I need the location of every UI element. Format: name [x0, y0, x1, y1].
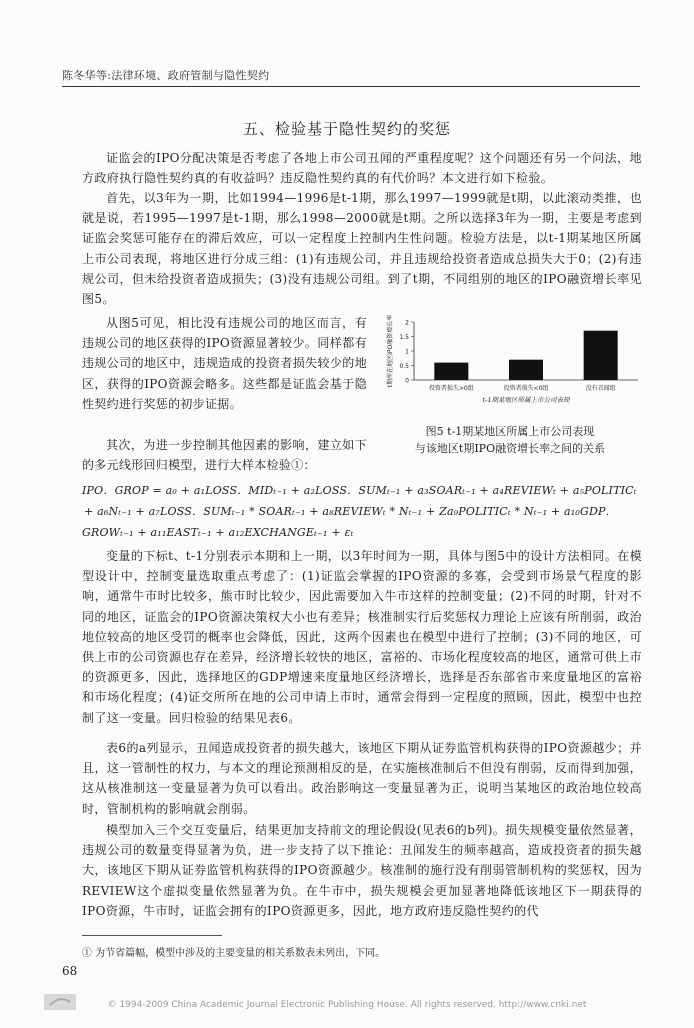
- header-rule: [62, 86, 640, 87]
- page-number: 68: [62, 964, 78, 978]
- formula-line-2: + a₆Nₜ₋₁ + a₇LOSS．SUMₜ₋₁ * SOARₜ₋₁ + a₈REVIEWₜ * Nₜ₋₁ + Za₉POLITICₜ * Nₜ₋₁ + a₁₀GDP．: [84, 505, 617, 518]
- section-title: 五、检验基于隐性契约的奖惩: [242, 120, 451, 138]
- x-tick-label: 投资者损失<0组: [503, 385, 549, 392]
- x-axis-label: t-1期某地区所属上市公司表现: [482, 396, 570, 404]
- bar-3: [584, 331, 618, 380]
- paragraph-7: 模型加入三个交互变量后，结果更加支持前文的理论假设(见表6的b列)。损失规模变量依然显著，违规公司的数量变得显著为负，进一步支持了以下推论：丑闻发生的频率越高，造成投资者的损失越大，该地区下期从证券监管机构获得的IPO资源越少。核准制的施行没有削弱管制机构的奖惩权，因为REVIEW这个虚拟变量依然显著为负。在牛市中，损失规模会更加显著地降低该地区下一期获得的IPO资源，牛市时，证监会拥有的IPO资源更多，因此，地方政府违反隐性契约的代: [82, 823, 642, 918]
- y-axis-label: t期所在地区IPO融资增长率: [387, 314, 394, 388]
- paragraph-3: 从图5可见，相比没有违规公司的地区而言，有违规公司的地区获得的IPO资源显著较少。同样都有违规公司的地区中，违规造成的投资者损失较少的地区，获得的IPO资源会略多。这些都是证监会基于隐性契约进行奖惩的初步证据。: [82, 316, 367, 411]
- regression-formula: [82, 480, 642, 543]
- y-tick-label: 2: [405, 319, 409, 327]
- footnote-rule: [82, 935, 222, 936]
- bar-1: [434, 363, 468, 380]
- y-tick-label: 0: [405, 377, 409, 385]
- y-tick-label: 1.5: [399, 334, 409, 341]
- paragraph-2: 首先，以3年为一期，比如1994—1996是t-1期，那么1997—1999就是t期，以此滚动类推，也就是说，若1995—1997是t-1期，那么1998—2000就是t期。之所以选择3年为一期，主要是考虑到证监会奖惩可能存在的滞后效应，可以一定程度上控制内生性问题。检验方法是，以t-1期某地区所属上市公司表现，将地区进行分成三组：(1)有违规公司，并且违规给投资者造成总损失大于0；(2)有违规公司，但未给投资者造成损失；(3)没有违规公司组。到了t期，不同组别的地区的IPO融资增长率见图5。: [82, 191, 642, 307]
- figure-caption: [378, 423, 642, 457]
- paragraph-6: 表6的a列显示，丑闻造成投资者的损失越大，该地区下期从证券监管机构获得的IPO资源越少；并且，这一管制性的权力，与本文的理论预测相反的是，在实施核准制后不但没有削弱，反而得到加强，这从核准制这一变量显著为负可以看出。政治影响这一变量显著为正，说明当某地区的政治地位较高时，管制机构的影响就会削弱。: [82, 741, 642, 816]
- y-tick-label: 0.5: [399, 363, 409, 370]
- footnote: ① 为节省篇幅，模型中涉及的主要变量的相关系数表未列出，下同。: [82, 948, 386, 959]
- paragraph-4: 其次，为进一步控制其他因素的影响，建立如下的多元线形回归模型，进行大样本检验①：: [82, 438, 367, 473]
- x-tick-label: 没有丑闻组: [585, 385, 616, 392]
- copyright-notice: © 1994-2009 China Academic Journal Electronic Publishing House. All rights reserved. http://www.cnki.net: [107, 1000, 587, 1010]
- formula-line-1: IPO．GROP = a₀ + a₁LOSS．MIDₜ₋₁ + a₂LOSS．SUMₜ₋₁ + a₃SOARₜ₋₁ + a₄REVIEWₜ + a₅POLITICₜ: [82, 484, 637, 497]
- y-tick-label: 1: [405, 348, 409, 356]
- paragraph-5: 变量的下标t、t-1分别表示本期和上一期，以3年时间为一期，具体与图5中的设计方法相同。在模型设计中，控制变量选取重点考虑了：(1)证监会掌握的IPO资源的多寡，会受到市场景气程度的影响，通常牛市时比较多，熊市时比较少，因此需要加入牛市这样的控制变量；(2)不同的时期，针对不同的地区，证监会的IPO资源决策权大小也有差异；核准制实行后奖惩权力理论上应该有所削弱，政治地位较高的地区受罚的概率也会降低，因此，这两个因素也在模型中进行了控制；(3)不同的地区，可供上市的公司资源也存在差异，经济增长较快的地区，富裕的、市场化程度较高的地区，通常可供上市的资源更多，因此，选择地区的GDP增速来度量地区经济增长，选择是否东部省市来度量地区的富裕和市场化程度；(4)证交所所在地的公司申请上市时，通常会得到一定程度的照顾，因此，模型中也控制了这一变量。回归检验的结果见表6。: [82, 549, 642, 725]
- bar-2: [509, 360, 543, 380]
- figure-caption-line-2: 与该地区t期IPO融资增长率之间的关系: [414, 442, 606, 455]
- paragraph-1: 证监会的IPO分配决策是否考虑了各地上市公司丑闻的严重程度呢？这个问题还有另一个问法，地方政府执行隐性契约真的有收益吗？违反隐性契约真的有代价吗？本文进行如下检验。: [82, 151, 642, 186]
- formula-line-3: GROWₜ₋₁ + a₁₁EASTₜ₋₁ + a₁₂EXCHANGEₜ₋₁ + εₜ: [82, 526, 354, 539]
- running-header: 陈冬华等:法律环境、政府管制与隐性契约: [62, 69, 270, 82]
- figure-caption-line-1: 图5 t-1期某地区所属上市公司表现: [425, 425, 595, 438]
- figure-5-chart: [370, 312, 645, 422]
- x-tick-label: 投资者损失>0组: [428, 385, 474, 392]
